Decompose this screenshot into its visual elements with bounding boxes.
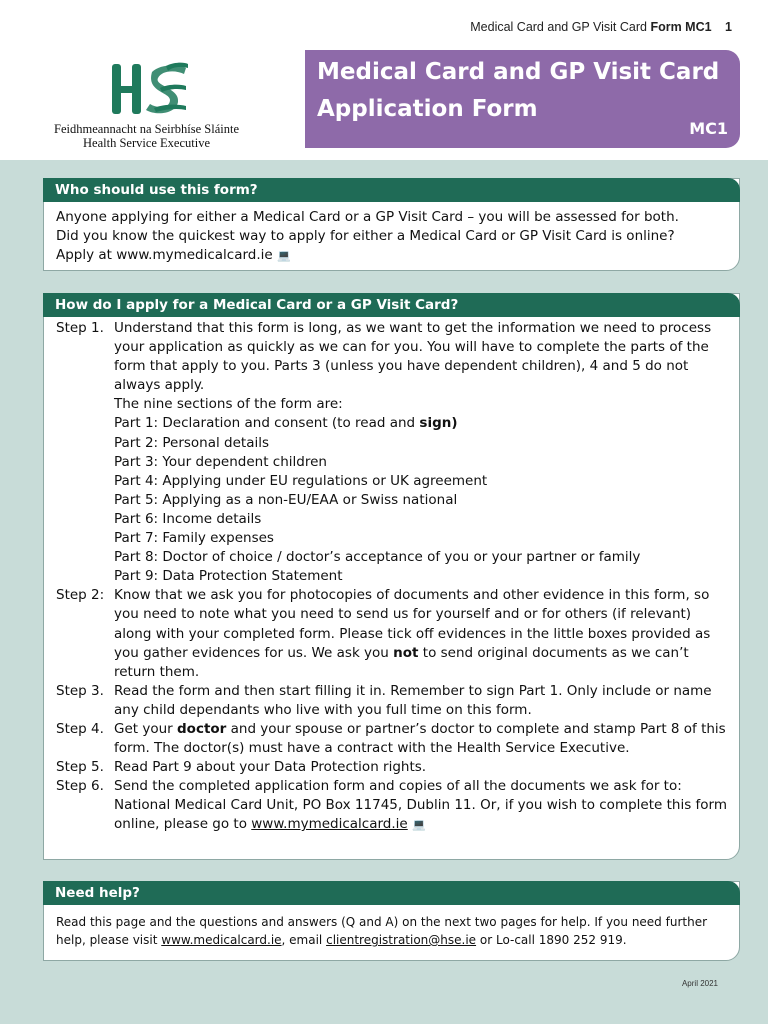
form-title-line2: Application Form xyxy=(317,96,538,122)
step-text: Understand that this form is long, as we want to get the information we need to process your application as quickly as we can for you. You will have to complete the parts of the form that apply to you. Parts 3 (unless you have dependent children), 4 and 5 do not always apply. xyxy=(114,320,712,394)
step-label: Step 4. xyxy=(56,720,104,737)
step-label: Step 5. xyxy=(56,759,104,776)
step4-text-b: and your spouse or partner’s doctor to complete and stamp Part 8 of this form. The doctor(s) must have a contract with the Health Service Executive. xyxy=(114,720,726,757)
step-3 xyxy=(56,682,727,720)
computer-icon: 💻 xyxy=(277,249,291,263)
logo-english-name: Health Service Executive xyxy=(83,136,211,150)
help-body xyxy=(44,905,739,957)
help-section xyxy=(43,881,740,961)
step-1 xyxy=(56,319,727,586)
who-line3-text: Apply at www.mymedicalcard.ie xyxy=(56,247,273,264)
part-item: Part 7: Family expenses xyxy=(114,530,274,547)
step-5 xyxy=(56,758,727,777)
step-text xyxy=(114,720,727,758)
step-4 xyxy=(56,720,727,758)
step2-text-a: Know that we ask you for photocopies of documents and other evidence in this form, so you need to note what you need to send us for yourself and or for others (if relevant) along with your completed form. Please tick off evidences in the little boxes provided as you gather evidences for us. We ask you xyxy=(114,587,711,661)
running-form-code: Form MC1 xyxy=(650,20,712,34)
how-section xyxy=(43,293,740,860)
sections-intro: The nine sections of the form are: xyxy=(114,396,343,413)
part-item: Part 6: Income details xyxy=(114,510,262,527)
who-section xyxy=(43,178,740,271)
who-line3 xyxy=(56,246,727,265)
part-item: Part 9: Data Protection Statement xyxy=(114,568,343,585)
running-header xyxy=(470,20,732,34)
help-text-a: Read this page and the questions and answers (Q and A) on the next two pages for help. If you need further help, please visit xyxy=(56,915,708,947)
step-text: Read the form and then start filling it in. Remember to sign Part 1. Only include or name any child dependants who live with you full time on this form. xyxy=(114,682,712,718)
hse-logo-mark xyxy=(108,58,188,120)
step-2 xyxy=(56,586,727,681)
logo-irish-name: Feidhmeannacht na Seirbhíse Sláinte xyxy=(54,122,240,136)
step-6 xyxy=(56,777,727,834)
who-line1: Anyone applying for either a Medical Card or a GP Visit Card – you will be assessed for both. xyxy=(56,209,679,225)
computer-icon: 💻 xyxy=(412,818,426,832)
form-title-line1: Medical Card and GP Visit Card xyxy=(317,59,720,85)
email-link[interactable]: clientregistration@hse.ie xyxy=(326,933,477,947)
step4-text-a: Get your xyxy=(114,720,177,737)
page-number: 1 xyxy=(725,20,732,34)
running-title: Medical Card and GP Visit Card xyxy=(470,20,647,34)
step2-text-b: to send original documents as we can’t return them. xyxy=(114,644,689,680)
step6-text: Send the completed application form and copies of all the documents we ask for to: National Medical Card Unit, PO Box 11745, Dublin 11. Or, if you wish to complete this form online, please go to xyxy=(114,778,728,833)
step-text: Read Part 9 about your Data Protection rights. xyxy=(114,759,427,776)
who-heading: Who should use this form? xyxy=(43,178,740,202)
help-text-c: or Lo-call 1890 252 919. xyxy=(476,933,627,947)
part-item: Part 5: Applying as a non-EU/EAA or Swiss national xyxy=(114,491,458,508)
step-label: Step 3. xyxy=(56,682,104,699)
part-item: Part 4: Applying under EU regulations or UK agreement xyxy=(114,472,488,489)
form-title-banner xyxy=(305,50,740,148)
step-text xyxy=(114,777,727,834)
how-heading: How do I apply for a Medical Card or a GP Visit Card? xyxy=(43,293,740,317)
step-label: Step 1. xyxy=(56,320,104,336)
part1-text: Part 1: Declaration and consent (to read and xyxy=(114,415,420,432)
part-item: Part 8: Doctor of choice / doctor’s acceptance of you or your partner or family xyxy=(114,549,641,566)
who-body xyxy=(44,202,739,271)
hse-logo xyxy=(52,58,262,150)
medicalcard-link[interactable]: www.medicalcard.ie xyxy=(161,933,282,947)
how-body xyxy=(44,317,739,841)
part-item xyxy=(114,414,727,433)
form-code: MC1 xyxy=(689,119,728,138)
part-item: Part 3: Your dependent children xyxy=(114,453,327,470)
part-item: Part 2: Personal details xyxy=(114,434,270,451)
step-label: Step 2: xyxy=(56,587,105,604)
part1-bold: sign) xyxy=(419,415,458,432)
help-text-b: , email xyxy=(281,933,327,947)
step-text xyxy=(114,586,727,681)
step2-bold: not xyxy=(393,644,419,661)
step-label: Step 6. xyxy=(56,778,104,795)
mymedicalcard-link[interactable]: www.mymedicalcard.ie xyxy=(251,816,408,833)
who-line2: Did you know the quickest way to apply for either a Medical Card or GP Visit Card is online? xyxy=(56,228,675,245)
step4-bold: doctor xyxy=(177,720,227,737)
footer-date: April 2021 xyxy=(681,979,718,988)
help-heading: Need help? xyxy=(43,881,740,905)
